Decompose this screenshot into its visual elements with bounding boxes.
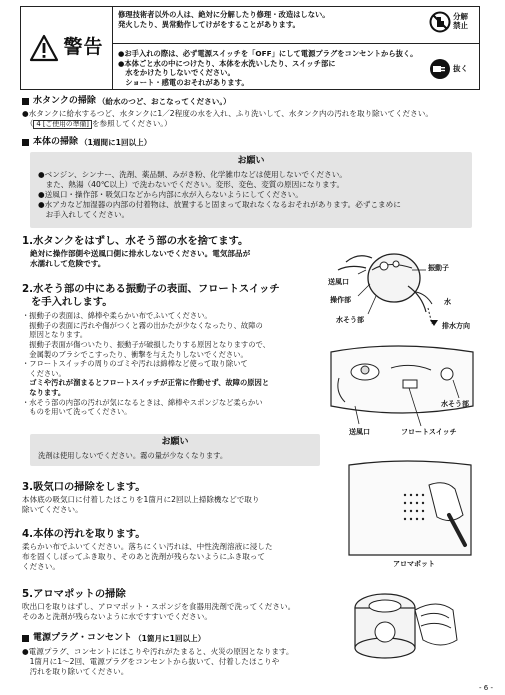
label-soufuu-2: 送風口 — [349, 428, 370, 436]
step2-title — [22, 283, 280, 309]
step1-caution — [30, 249, 250, 269]
warning-text: 発火したり、異常動作してけがをすることがあります。 — [118, 19, 300, 29]
label-haisui: 排水方向 — [442, 322, 470, 330]
section-note: （1箇月に1回以上） — [134, 633, 206, 643]
caution-line: 水濡れして危険です。 — [30, 259, 106, 269]
warning-row-disassembly — [113, 7, 479, 44]
step4-line: ください。 — [22, 562, 60, 572]
notice-box — [30, 152, 472, 228]
tank-section-heading — [22, 96, 231, 108]
warning-text: ●お手入れの際は、必ず電源スイッチを「OFF」にして電源プラグをコンセントから抜く。 — [118, 49, 418, 58]
unplug-icon — [429, 58, 451, 80]
step2-line: ものを用いて洗ってください。 — [22, 407, 132, 417]
paragraph-line: ●水タンクに給水するつど、水タンクに1／2程度の水を入れ、ふり洗いして、水タンク内の汚れを取り除いてください。 — [22, 109, 433, 118]
notice-line: また、熱湯（40℃以上）で洗わないでください。変形、変色、変質の原因になります。 — [38, 179, 345, 189]
page-number: - 6 - — [479, 683, 493, 692]
aroma-pot-drawing — [345, 570, 475, 670]
caution-line: 絶対に操作部側や送風口側に排水しないでください。電気部品が — [30, 249, 251, 258]
step5-title: 5.アロマポットの掃除 — [22, 588, 126, 600]
tank-internals-drawing — [325, 340, 480, 442]
step1-title: 1.水タンクをはずし、水そう部の水を捨てます。 — [22, 235, 249, 247]
paragraph-line: （ 4 [ご使用の準備] を参照してください。） — [22, 119, 172, 129]
label-sousa: 操作部 — [330, 296, 351, 304]
step2-line: 振動子表面が傷ついたり、振動子が破損したりする原因となりますので、 — [22, 339, 270, 349]
no-disassembly-badge — [429, 11, 473, 33]
page-reference: 4 [ご使用の準備] — [33, 120, 92, 129]
step4-body — [22, 542, 273, 572]
warning-box — [20, 6, 480, 90]
bullet-square — [22, 139, 29, 146]
step3-body — [22, 495, 259, 515]
illustration-intake-vent — [345, 455, 475, 560]
warning-row-unplug — [113, 44, 479, 89]
notice-line: ●水アカなど加湿器の内部の付着物は、放置すると固まって取れなくなるおそれがあります。必ずこまめに — [38, 199, 401, 209]
notice-box-2 — [30, 434, 320, 466]
step2-title-line: を手入れします。 — [31, 295, 113, 308]
step2-line: ・振動子の表面は、綿棒や柔らかい布でふいてください。 — [22, 311, 212, 320]
reference-suffix: を参照してください。） — [91, 119, 172, 129]
plug-line: ●電源プラグ、コンセントにほこりや汚れがたまると、火災の原因となります。 — [22, 647, 294, 656]
plug-line: 1箇月に1～2回、電源プラグをコンセントから抜いて、付着したほこりや — [22, 657, 280, 667]
plug-line: 汚れを取り除いてください。 — [22, 667, 129, 677]
notice-line: ●送風口・操作部・吸気口などから内部に水が入らないようにしてください。 — [38, 189, 303, 199]
step4-line: 布を固くしぼってふき取り、そのあと洗剤が残らないようにふき取って — [22, 552, 265, 562]
step2-bold-line: なります。 — [22, 388, 66, 397]
label-float: フロートスイッチ — [401, 428, 457, 436]
step4-line: 柔らかい布でふいてください。落ちにくい汚れは、中性洗剤溶液に浸した — [22, 542, 273, 551]
warning-triangle-icon — [29, 34, 59, 62]
unplug-label: 抜く — [453, 63, 468, 73]
notice-line: お手入れしてください。 — [38, 209, 130, 219]
step2-body — [22, 311, 270, 417]
step5-line: 吹出口を取りはずし、アロマポット・スポンジを食器用洗剤で洗ってください。 — [22, 602, 296, 611]
warning-text: ●本体ごと水の中につけたり、本体を水洗いしたり、スイッチ部に — [118, 58, 336, 68]
label-mizusou-2: 水そう部 — [441, 400, 469, 408]
label-mizu: 水 — [444, 298, 451, 306]
section-title: 水タンクの掃除 — [33, 96, 96, 106]
step2-line: 金属製のブラシでこすったり、衝撃を与えたりしないでください。 — [22, 349, 248, 359]
section-title: 電源プラグ・コンセント — [33, 633, 133, 643]
step3-title: 3.吸気口の掃除をします。 — [22, 481, 146, 493]
bullet-square — [22, 635, 29, 642]
step3-line: 本体底の吸気口に付着したほこりを1箇月に2回以上掃除機などで取り — [22, 495, 260, 504]
notice-title: お願い — [161, 437, 189, 447]
section-note: （給水のつど、おこなってください。） — [97, 96, 231, 106]
tank-section-text — [22, 109, 433, 129]
step2-title-line: 2.水そう部の中にある振動子の表面、フロートスイッチ — [22, 283, 280, 295]
notice-line: 洗剤は使用しないでください。霧の量が少なくなります。 — [38, 450, 228, 460]
illustration-aroma-pot — [345, 560, 475, 670]
warning-title: 警告 — [63, 36, 104, 59]
step4-title: 4.本体の汚れを取ります。 — [22, 528, 146, 540]
warning-text: ショート・感電のおそれがあります。 — [118, 77, 249, 87]
notice-title: お願い — [237, 156, 265, 166]
body-section-heading — [22, 137, 151, 149]
step2-line: ・フロートスイッチの周りのゴミや汚れは綿棒など使って取り除いて — [22, 359, 248, 369]
step2-line: 振動子の表面に汚れや傷がつくと霧の出かたが少なくなったり、故障の — [22, 320, 263, 330]
plug-section-heading — [22, 633, 205, 645]
no-disassembly-icon — [429, 11, 451, 33]
no-disassembly-label: 分解禁止 — [453, 12, 468, 30]
intake-vent-drawing — [345, 455, 475, 560]
label-shindoushi: 振動子 — [428, 264, 449, 272]
step5-body — [22, 602, 295, 622]
step5-line: そのあと洗剤が残らないように水ですすいでください。 — [22, 612, 212, 622]
step3-line: 除いてください。 — [22, 505, 83, 515]
warning-text: 水をかけたりしないでください。 — [118, 68, 235, 78]
bullet-square — [22, 98, 29, 105]
plug-section-body — [22, 647, 294, 677]
section-note: （1週間に1回以上） — [80, 137, 152, 147]
step2-bold-line: ゴミや汚れが溜まるとフロートスイッチが正常に作動せず、故障の原因と — [22, 378, 270, 388]
step2-line: ください。 — [22, 368, 66, 378]
step2-line: 原因となります。 — [22, 330, 88, 340]
label-mizusou: 水そう部 — [336, 316, 364, 324]
section-title: 本体の掃除 — [33, 137, 79, 147]
illustration-tank-internals — [325, 340, 480, 442]
warning-header — [21, 7, 113, 89]
warning-text: 修理技術者以外の人は、絶対に分解したり修理・改造はしない。 — [118, 10, 330, 19]
unplug-badge — [429, 58, 473, 80]
step2-line: ・水そう部の内部の汚れが気になるときは、綿棒やスポンジなど柔らかい — [22, 397, 263, 407]
notice-line: ●ベンジン、シンナー、洗剤、薬品類、みがき粉、化学雑巾などは使用しないでください。 — [38, 169, 347, 179]
label-soufuu: 送風口 — [328, 278, 349, 286]
illustration-emptying-tank — [328, 240, 478, 340]
label-aroma: アロマポット — [393, 560, 435, 568]
